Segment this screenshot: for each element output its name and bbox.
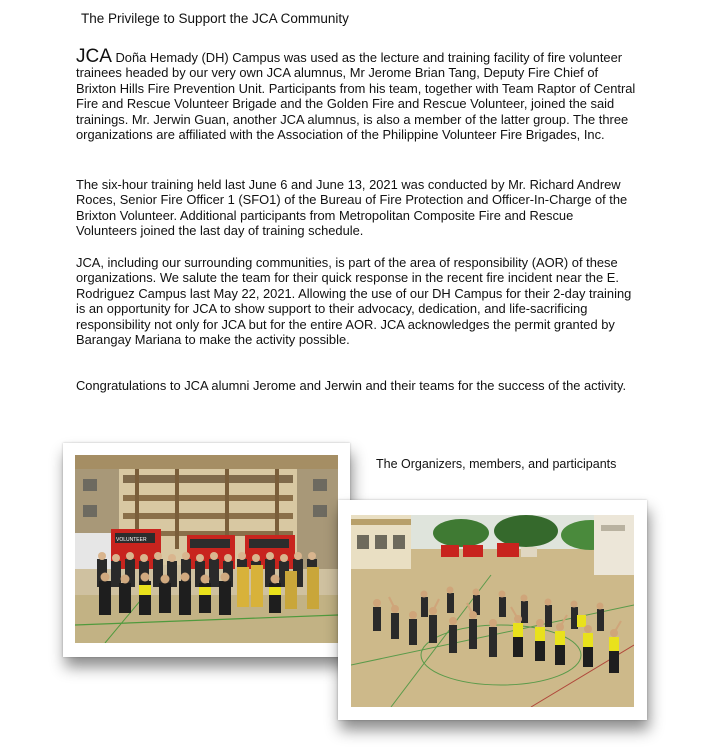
- photo-2-image: [351, 515, 634, 707]
- paragraph-1: [76, 46, 636, 143]
- photo-group-fire-trucks: [63, 443, 350, 657]
- lead-word: JCA: [76, 46, 112, 67]
- photo-caption: The Organizers, members, and participants: [376, 457, 617, 471]
- photo-1-image: [75, 455, 338, 643]
- article-title: The Privilege to Support the JCA Community: [81, 11, 349, 26]
- paragraph-3: JCA, including our surrounding communities, is part of the area of responsibility (AOR) of these organizations. We salute the team for their quick response in the recent fire incident near the E. Rodriguez Campus last May 22, 2021. Allowing the use of our DH Campus for their 2-day training is an opportunity for JCA to show support to their advocacy, dedication, and life-sacrificing responsibility not only for JCA but for the entire AOR. JCA acknowledges the permit granted by Barangay Mariana to make the activity possible.: [76, 255, 632, 348]
- paragraph-4: Congratulations to JCA alumni Jerome and Jerwin and their teams for the success of the activity.: [76, 378, 627, 393]
- photo-participants-court: [338, 500, 647, 720]
- truck-label: VOLUNTEER: [116, 537, 147, 543]
- paragraph-1-text: Doña Hemady (DH) Campus was used as the lecture and training facility of fire volunteer trainees headed by our very own JCA alumnus, Mr Jerome Brian Tang, Deputy Fire Chief of Brixton Hills Fire Prevention Unit. Participants from his team, together with Team Raptor of Central Fire and Rescue Volunteer Brigade and the Golden Fire and Rescue Volunteer, joined the said trainings. Mr. Jerwin Guan, another JCA alumnus, is also a member of the latter group. The three organizations are affiliated with the Association of the Philippine Volunteer Fire Brigades, Inc.: [76, 50, 636, 143]
- paragraph-2: The six-hour training held last June 6 and June 13, 2021 was conducted by Mr. Richard Andrew Roces, Senior Fire Officer 1 (SFO1) of the Bureau of Fire Protection and Officer-In-Charge of the Brixton Volunteer. Additional participants from Metropolitan Composite Fire and Rescue Volunteers joined the last day of training schedule.: [76, 177, 628, 239]
